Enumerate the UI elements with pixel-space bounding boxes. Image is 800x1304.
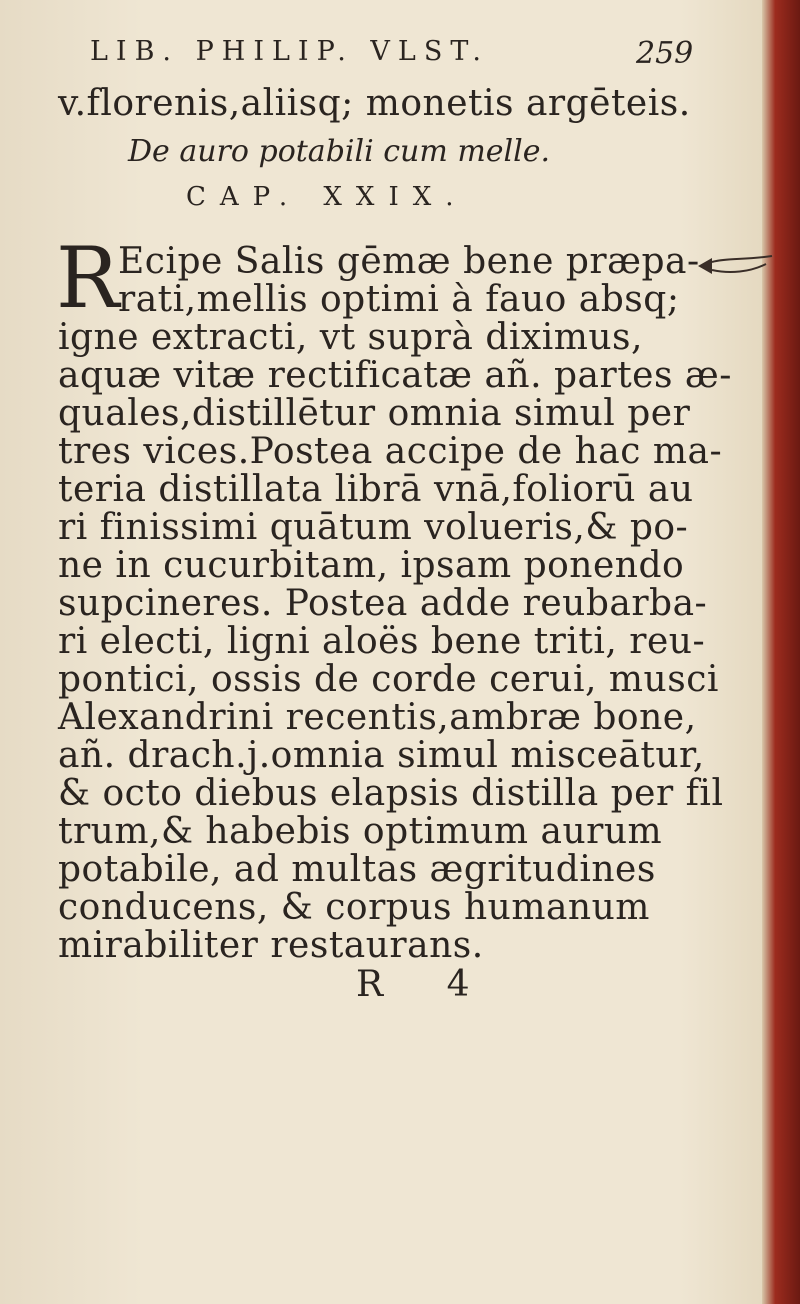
text-line: Ecipe Salis gēmæ bene præpa- [118, 241, 700, 282]
text-line: tres vices.Postea accipe de hac ma- [58, 431, 723, 472]
text-line: potabile, ad multas ægritudines [58, 849, 656, 890]
drop-capital: R [56, 229, 120, 327]
text-line: Alexandrini recentis,ambræ bone, [58, 697, 697, 738]
running-head-text: LIB. PHILIP. VLST. [90, 36, 489, 67]
text-line: igne extracti, vt suprà diximus, [58, 317, 643, 358]
text-line: mirabiliter restaurans. [58, 925, 484, 966]
text-line: trum,& habebis optimum aurum [58, 811, 663, 852]
chapter-subtitle: De auro potabili cum melle. [128, 134, 551, 169]
chapter-heading: CAP. XXIX. [186, 182, 468, 212]
body-line-top: v.florenis,aliisq; monetis argēteis. [58, 83, 691, 124]
book-spine-edge [762, 0, 800, 1304]
text-line: quales,distillētur omnia simul per [58, 393, 691, 434]
folio-number: 259 [636, 36, 694, 71]
text-line: supcineres. Postea adde reubarba- [58, 583, 708, 624]
text-line: ri electi, ligni aloës bene triti, reu- [58, 621, 706, 662]
signature-mark: 4 [446, 964, 470, 1005]
catchword: R [356, 964, 384, 1005]
text-line: & octo diebus elapsis distilla per fil [58, 773, 724, 814]
text-line: aquæ vitæ rectificatæ añ. partes æ- [58, 355, 732, 396]
text-line: teria distillata librā vnā,foliorū au [58, 469, 694, 510]
running-head [90, 36, 610, 70]
text-line: rati,mellis optimi à fauo absq; [118, 279, 680, 320]
marginal-pointer-mark [696, 254, 774, 278]
catchword-signature [356, 964, 521, 1005]
text-line: ne in cucurbitam, ipsam ponendo [58, 545, 685, 586]
text-line: conducens, & corpus humanum [58, 887, 650, 928]
text-line: añ. drach.j.omnia simul misceātur, [58, 735, 705, 776]
text-line: ri finissimi quātum volueris,& po- [58, 507, 689, 548]
text-line: pontici, ossis de corde cerui, musci [58, 659, 719, 700]
